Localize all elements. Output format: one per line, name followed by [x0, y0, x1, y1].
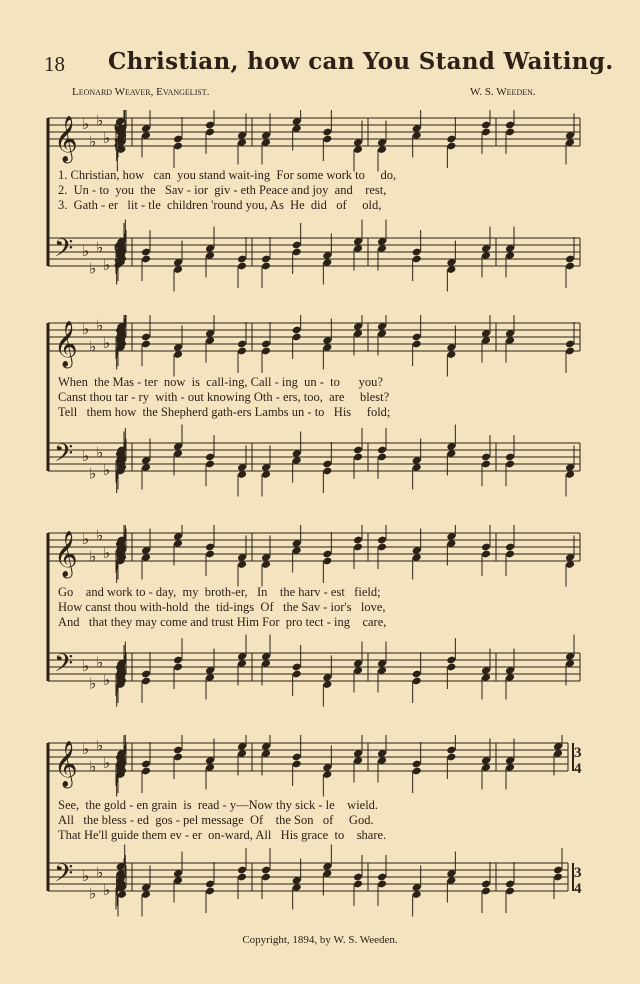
- time-signature-top: 3: [574, 745, 582, 761]
- time-signature-bottom: 8: [114, 256, 122, 272]
- flat-icon: ♭: [96, 736, 104, 755]
- time-signature-top: 6: [114, 120, 122, 136]
- lyrics-block-2: [58, 375, 544, 420]
- flat-icon: ♭: [82, 740, 90, 758]
- flat-icon: ♭: [103, 881, 111, 899]
- lyric-verse-3: And that they may come and trust Him For pro tect - ing care,: [58, 615, 387, 629]
- flat-icon: ♭: [96, 863, 104, 882]
- bass-clef-icon: 𝄢: [54, 649, 74, 684]
- bass-clef-icon: 𝄢: [54, 439, 74, 474]
- flat-icon: ♭: [82, 320, 90, 338]
- flat-icon: ♭: [89, 337, 97, 356]
- composer-credit: W. S. Weeden.: [470, 86, 536, 98]
- lyric-verse-1: See, the gold - en grain is read - y—Now thy sick - le wield.: [58, 798, 379, 812]
- flat-icon: ♭: [96, 238, 104, 257]
- hymn-title: Christian, how can You Stand Waiting.: [108, 48, 614, 75]
- bass-clef-icon: 𝄢: [54, 859, 74, 894]
- flat-icon: ♭: [96, 316, 104, 335]
- flat-icon: ♭: [82, 447, 90, 465]
- lyric-verse-3: That He'll guide them ev - er on-ward, All His grace to share.: [58, 828, 387, 842]
- flat-icon: ♭: [96, 526, 104, 545]
- treble-clef-icon: 𝄞: [54, 741, 78, 787]
- time-signature-bottom: 8: [114, 136, 122, 152]
- flat-icon: ♭: [89, 884, 97, 903]
- flat-icon: ♭: [89, 674, 97, 693]
- lyric-verse-1: When the Mas - ter now is call-ing, Call - ing un - to you?: [58, 375, 383, 389]
- time-signature-bottom: 4: [574, 761, 582, 777]
- flat-icon: ♭: [82, 530, 90, 548]
- lyrics-block-3: [58, 585, 544, 630]
- time-signature-bottom: 4: [574, 881, 582, 897]
- lyrics-block-4: [58, 798, 544, 843]
- flat-icon: ♭: [103, 256, 111, 274]
- flat-icon: ♭: [103, 754, 111, 772]
- flat-icon: ♭: [96, 443, 104, 462]
- lyric-verse-3: Tell them how the Shepherd gath-ers Lambs un - to His fold;: [58, 405, 391, 419]
- treble-clef-icon: 𝄞: [54, 116, 78, 162]
- copyright-notice: Copyright, 1894, by W. S. Weeden.: [242, 934, 398, 946]
- lyric-verse-2: How canst thou with-hold the tid-ings Of the Sav - ior's love,: [58, 600, 386, 614]
- flat-icon: ♭: [82, 242, 90, 260]
- lyric-verse-2: All the bless - ed gos - pel message Of the Son of God.: [58, 813, 374, 827]
- flat-icon: ♭: [103, 671, 111, 689]
- flat-icon: ♭: [89, 259, 97, 278]
- lyric-verse-3: 3. Gath - er lit - tle children 'round you, As He did of old,: [58, 198, 382, 212]
- lyricist-credit: Leonard Weaver, Evangelist.: [72, 86, 210, 98]
- time-signature-top: 6: [114, 240, 122, 256]
- lyric-verse-2: 2. Un - to you the Sav - ior giv - eth Peace and joy and rest,: [58, 183, 387, 197]
- flat-icon: ♭: [89, 132, 97, 151]
- flat-icon: ♭: [82, 867, 90, 885]
- time-signature-top: 3: [574, 865, 582, 881]
- lyric-verse-2: Canst thou tar - ry with - out knowing Oth - ers, too, are blest?: [58, 390, 390, 404]
- flat-icon: ♭: [89, 464, 97, 483]
- flat-icon: ♭: [96, 653, 104, 672]
- flat-icon: ♭: [82, 115, 90, 133]
- flat-icon: ♭: [103, 461, 111, 479]
- lyric-verse-1: Go and work to - day, my broth-er, In the harv - est field;: [58, 585, 381, 599]
- treble-clef-icon: 𝄞: [54, 321, 78, 367]
- lyrics-block-1: [58, 168, 544, 213]
- treble-clef-icon: 𝄞: [54, 531, 78, 577]
- flat-icon: ♭: [103, 334, 111, 352]
- flat-icon: ♭: [89, 547, 97, 566]
- flat-icon: ♭: [96, 111, 104, 130]
- flat-icon: ♭: [103, 129, 111, 147]
- flat-icon: ♭: [82, 657, 90, 675]
- page-number: 18: [44, 52, 65, 76]
- bass-clef-icon: 𝄢: [54, 234, 74, 269]
- flat-icon: ♭: [89, 757, 97, 776]
- lyric-verse-1: 1. Christian, how can you stand wait-ing For some work to do,: [58, 168, 397, 182]
- flat-icon: ♭: [103, 544, 111, 562]
